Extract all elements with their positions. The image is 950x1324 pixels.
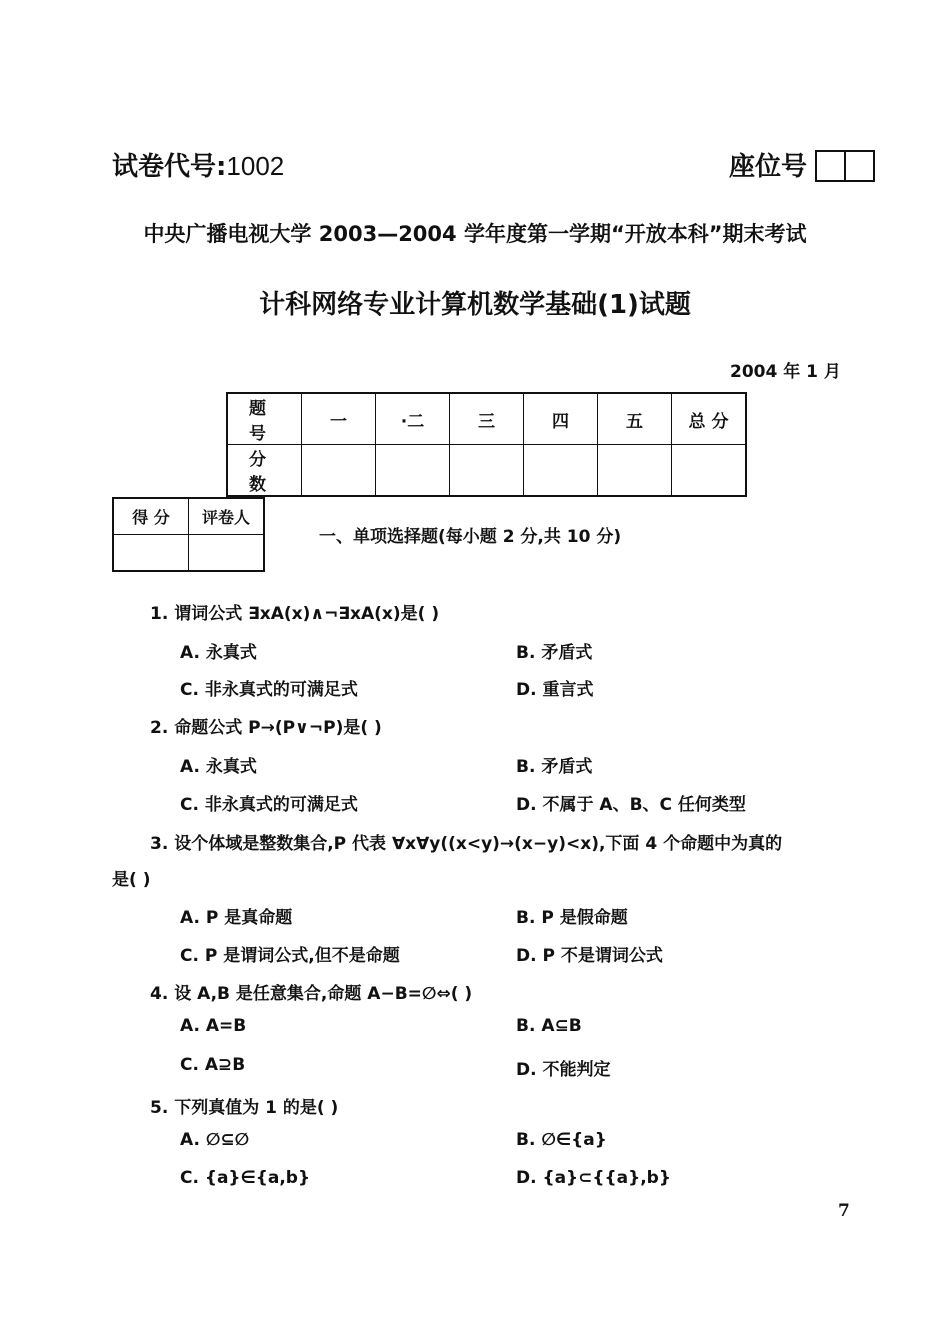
answer-option[interactable]: A. A=B	[180, 1016, 247, 1036]
answer-option[interactable]: C. {a}∈{a,b}	[180, 1168, 311, 1188]
question-stem: 2. 命题公式 P→(P∨¬P)是( )	[150, 718, 382, 738]
grader-score-cell[interactable]	[113, 535, 189, 572]
score-table-row-label: 分 数	[227, 445, 302, 497]
score-table-score-cell[interactable]	[376, 445, 450, 497]
exam-subtitle: 中央广播电视大学 2003—2004 学年度第一学期“开放本科”期末考试	[143, 222, 807, 246]
grader-table-header-cell: 得 分	[113, 498, 189, 535]
question-stem-continued: 是( )	[112, 870, 151, 890]
answer-option[interactable]: B. 矛盾式	[516, 643, 593, 663]
answer-option[interactable]: B. P 是假命题	[516, 908, 628, 928]
score-summary-table	[226, 392, 747, 497]
score-table-score-cell[interactable]	[450, 445, 524, 497]
section-title: 一、单项选择题(每小题 2 分,共 10 分)	[319, 527, 622, 547]
score-table-score-cell[interactable]	[598, 445, 672, 497]
answer-option[interactable]: C. 非永真式的可满足式	[180, 680, 358, 700]
answer-option[interactable]: A. ∅⊆∅	[180, 1130, 250, 1150]
answer-option[interactable]: A. P 是真命题	[180, 908, 293, 928]
question-stem: 4. 设 A,B 是任意集合,命题 A−B=∅⇔( )	[150, 984, 473, 1004]
answer-option[interactable]: D. 不能判定	[516, 1060, 611, 1080]
grader-table-header-cell: 评卷人	[189, 498, 265, 535]
answer-option[interactable]: D. {a}⊂{{a},b}	[516, 1168, 671, 1188]
score-table-header-cell: 五	[598, 393, 672, 445]
answer-option[interactable]: B. A⊆B	[516, 1016, 582, 1036]
score-table-header-cell: ·二	[376, 393, 450, 445]
question-stem: 5. 下列真值为 1 的是( )	[150, 1098, 339, 1118]
exam-code-label	[112, 146, 284, 183]
question-stem: 1. 谓词公式 ∃xA(x)∧¬∃xA(x)是( )	[150, 604, 440, 624]
question-stem: 3. 设个体域是整数集合,P 代表 ∀x∀y((x<y)→(x−y)<x),下面 4 个命题中为真的	[150, 834, 783, 854]
seat-number-box[interactable]	[844, 152, 873, 180]
answer-option[interactable]: C. P 是谓词公式,但不是命题	[180, 946, 400, 966]
answer-option[interactable]: C. 非永真式的可满足式	[180, 795, 358, 815]
seat-number-box[interactable]	[817, 152, 844, 180]
score-table-score-cell[interactable]	[524, 445, 598, 497]
answer-option[interactable]: A. 永真式	[180, 643, 257, 663]
exam-code-value: 1002	[226, 151, 285, 181]
score-table-header-cell: 三	[450, 393, 524, 445]
grader-table-input-row	[113, 535, 264, 572]
exam-title: 计科网络专业计算机数学基础(1)试题	[259, 290, 691, 320]
answer-option[interactable]: C. A⊇B	[180, 1055, 246, 1075]
grader-table-header-row	[113, 498, 264, 535]
grader-table	[112, 497, 265, 572]
answer-option[interactable]: D. 不属于 A、B、C 任何类型	[516, 795, 746, 815]
exam-date: 2004 年 1 月	[730, 362, 841, 382]
seat-number-boxes[interactable]	[815, 150, 875, 182]
page-number: 7	[838, 1201, 850, 1221]
score-table-header-row	[227, 393, 746, 445]
score-table-header-cell: 题 号	[227, 393, 302, 445]
answer-option[interactable]: A. 永真式	[180, 757, 257, 777]
score-table-score-cell[interactable]	[302, 445, 376, 497]
score-table-score-cell[interactable]	[672, 445, 747, 497]
score-table-header-cell: 总 分	[672, 393, 747, 445]
score-table-header-cell: 四	[524, 393, 598, 445]
seat-number-label: 座位号	[729, 152, 808, 182]
score-table-header-cell: 一	[302, 393, 376, 445]
score-table-score-row	[227, 445, 746, 497]
answer-option[interactable]: D. 重言式	[516, 680, 594, 700]
answer-option[interactable]: B. 矛盾式	[516, 757, 593, 777]
answer-option[interactable]: B. ∅∈{a}	[516, 1130, 607, 1150]
answer-option[interactable]: D. P 不是谓词公式	[516, 946, 663, 966]
grader-name-cell[interactable]	[189, 535, 265, 572]
exam-code-label-text: 试卷代号:	[112, 152, 227, 182]
